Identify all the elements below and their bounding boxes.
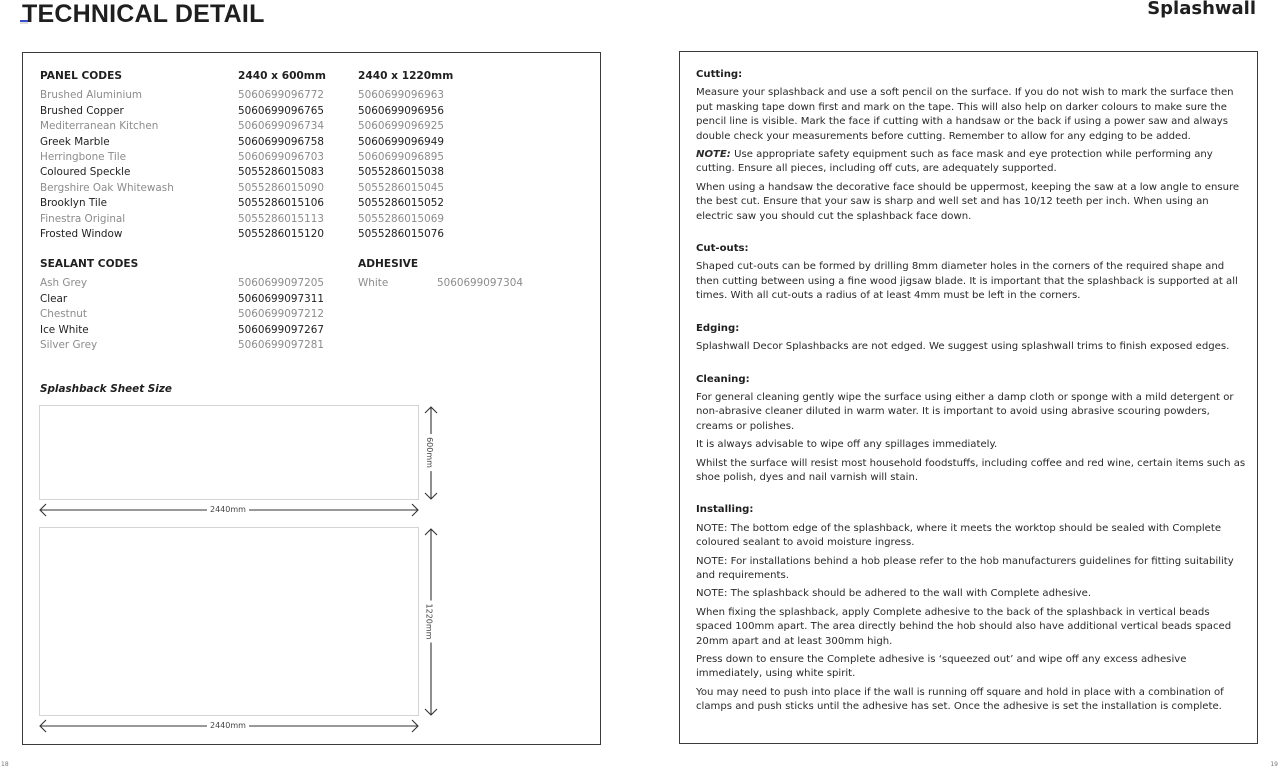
page-number-right: 19 [1270, 761, 1278, 768]
panel-name: Brooklyn Tile [40, 197, 108, 210]
code-1220: 5060699096925 [358, 120, 444, 133]
instruction-paragraph [696, 653, 1248, 682]
section-title: Edging: [696, 322, 740, 334]
sheet-600-height-label: 600mm [425, 434, 434, 471]
code-1220: 5060699096963 [358, 89, 444, 102]
section-title: Cut-outs: [696, 243, 749, 255]
instruction-paragraph [696, 260, 1248, 303]
page-title: TECHNICAL DETAIL [22, 0, 265, 28]
paragraph-text: When fixing the splashback, apply Complete adhesive to the back of the splashback in vertical beads spaced 100mm apart. The area directly behind the hob should also have additional vertical beads spaced 20mm apart and at least 300mm high. [696, 606, 1232, 647]
paragraph-text: NOTE: The splashback should be adhered to the wall with Complete adhesive. [696, 588, 1092, 600]
code-600: 5060699096765 [238, 104, 324, 117]
instruction-section [696, 503, 1248, 714]
sheet-1220-width-label: 2440mm [207, 721, 249, 730]
instruction-paragraph [696, 686, 1248, 715]
code-1220: 5055286015076 [358, 228, 444, 241]
instruction-paragraph [696, 438, 1248, 452]
panel-name: Brushed Aluminium [40, 89, 143, 102]
code-1220: 5060699096895 [358, 151, 444, 164]
code-600: 5060699096772 [238, 89, 324, 102]
panel-codes-header: PANEL CODES [40, 70, 122, 82]
code-600: 5055286015090 [238, 181, 324, 194]
sealant-name: Clear [40, 292, 68, 305]
instruction-section [696, 68, 1248, 224]
code-600: 5055286015113 [238, 212, 324, 225]
instruction-section [696, 242, 1248, 304]
codes-panel [22, 52, 601, 745]
code-1220: 5055286015045 [358, 181, 444, 194]
code-1220: 5060699096956 [358, 104, 444, 117]
instruction-paragraph [696, 522, 1248, 551]
panel-name: Herringbone Tile [40, 151, 127, 164]
paragraph-text: NOTE: For installations behind a hob please refer to the hob manufacturers guidelines for fitting suitability and requirements. [696, 555, 1234, 581]
panel-name: Frosted Window [40, 228, 123, 241]
instruction-paragraph [696, 148, 1248, 177]
instruction-section [696, 373, 1248, 486]
code-1220: 5060699096949 [358, 135, 444, 148]
sealant-code: 5060699097281 [238, 339, 324, 352]
adhesive-header: ADHESIVE [358, 258, 419, 270]
sealant-name: Ash Grey [40, 277, 88, 290]
instructions-content [696, 68, 1248, 733]
instruction-paragraph [696, 587, 1248, 601]
sealant-code: 5060699097212 [238, 308, 324, 321]
code-600: 5055286015106 [238, 197, 324, 210]
panel-name: Bergshire Oak Whitewash [40, 181, 174, 194]
panel-name: Finestra Original [40, 212, 126, 225]
instruction-paragraph [696, 606, 1248, 649]
sheet-size-title: Splashback Sheet Size [40, 383, 172, 395]
panel-name: Brushed Copper [40, 104, 124, 117]
paragraph-text: When using a handsaw the decorative face should be uppermost, keeping the saw at a low angle to ensure the best cut. Ensure that your saw is sharp and well set and has 10/12 teeth per inch. When using an electric saw you should cut the splashback face down. [696, 181, 1240, 222]
paragraph-text: Shaped cut-outs can be formed by drilling 8mm diameter holes in the corners of the required shape and then cutting between using a fine wood jigsaw blade. It is important that the splashback is supported at all times. With all cut-outs a radius of at least 4mm must be left in the corners. [696, 261, 1238, 302]
panel-name: Mediterranean Kitchen [40, 120, 159, 133]
sealant-code: 5060699097311 [238, 292, 324, 305]
note-label: NOTE: [696, 149, 731, 161]
paragraph-text: For general cleaning gently wipe the surface using either a damp cloth or sponge with a mild detergent or non-abrasive cleaner diluted in warm water. It is important to avoid using abrasive scouring powders, creams or polishes. [696, 391, 1234, 432]
paragraph-text: Use appropriate safety equipment such as face mask and eye protection while performing any cutting. Ensure all pieces, including off cuts, are adequately supported. [696, 149, 1213, 175]
sheet-1220-height-label: 1220mm [424, 601, 433, 643]
instruction-paragraph [696, 181, 1248, 224]
sheet-600-width-label: 2440mm [207, 505, 249, 514]
code-1220: 5055286015052 [358, 197, 444, 210]
section-title: Cutting: [696, 69, 743, 80]
paragraph-text: Whilst the surface will resist most household foodstuffs, including coffee and red wine, certain items such as shoe polish, dyes and nail varnish will stain. [696, 457, 1246, 483]
sealant-name: Ice White [40, 323, 89, 336]
panel-name: Coloured Speckle [40, 166, 131, 179]
brand-logo: Splashwall [1147, 0, 1256, 19]
code-600: 5060699096703 [238, 151, 324, 164]
code-600: 5055286015120 [238, 228, 324, 241]
page-number-left: 18 [1, 761, 9, 768]
code-600: 5055286015083 [238, 166, 324, 179]
instructions-panel [679, 51, 1258, 744]
instruction-paragraph [696, 340, 1248, 354]
instruction-paragraph [696, 555, 1248, 584]
sealant-name: Silver Grey [40, 339, 98, 352]
dimension-arrows [23, 53, 600, 744]
code-1220: 5055286015038 [358, 166, 444, 179]
sealant-code: 5060699097267 [238, 323, 324, 336]
paragraph-text: NOTE: The bottom edge of the splashback, where it meets the worktop should be sealed with Complete coloured sealant to avoid moisture ingress. [696, 522, 1222, 549]
code-600: 5060699096758 [238, 135, 324, 148]
size-1220-header: 2440 x 1220mm [358, 70, 454, 82]
adhesive-name: White [358, 277, 389, 290]
size-600-header: 2440 x 600mm [238, 70, 326, 82]
instruction-paragraph [696, 86, 1248, 144]
instruction-paragraph [696, 391, 1248, 434]
paragraph-text: It is always advisable to wipe off any spillages immediately. [696, 439, 998, 451]
paragraph-text: Press down to ensure the Complete adhesive is ‘squeezed out’ and wipe off any excess adhesive immediately, using white spirit. [696, 654, 1187, 680]
instruction-section [696, 322, 1248, 355]
code-600: 5060699096734 [238, 120, 324, 133]
adhesive-code: 5060699097304 [437, 277, 523, 290]
section-title: Cleaning: [696, 373, 750, 385]
sealant-code: 5060699097205 [238, 277, 324, 290]
paragraph-text: You may need to push into place if the wall is running off square and hold in place with a combination of clamps and push sticks until the adhesive has set. Once the adhesive is set the installation is complete. [696, 686, 1224, 713]
sealant-codes-header: SEALANT CODES [40, 258, 139, 270]
section-title: Installing: [696, 504, 754, 516]
sealant-name: Chestnut [40, 308, 87, 321]
code-1220: 5055286015069 [358, 212, 444, 225]
panel-name: Greek Marble [40, 135, 110, 148]
paragraph-text: Splashwall Decor Splashbacks are not edged. We suggest using splashwall trims to finish exposed edges. [696, 341, 1230, 353]
paragraph-text: Measure your splashback and use a soft pencil on the surface. If you do not wish to mark the surface then put masking tape down first and mark on the tape. This will also help on darker colours to make sure the pencil line is visible. Mark the face if cutting with a handsaw or the back if using a power saw and always double check your measurements before cutting. Remember to allow for any edging to be added. [696, 87, 1234, 142]
instruction-paragraph [696, 457, 1248, 486]
